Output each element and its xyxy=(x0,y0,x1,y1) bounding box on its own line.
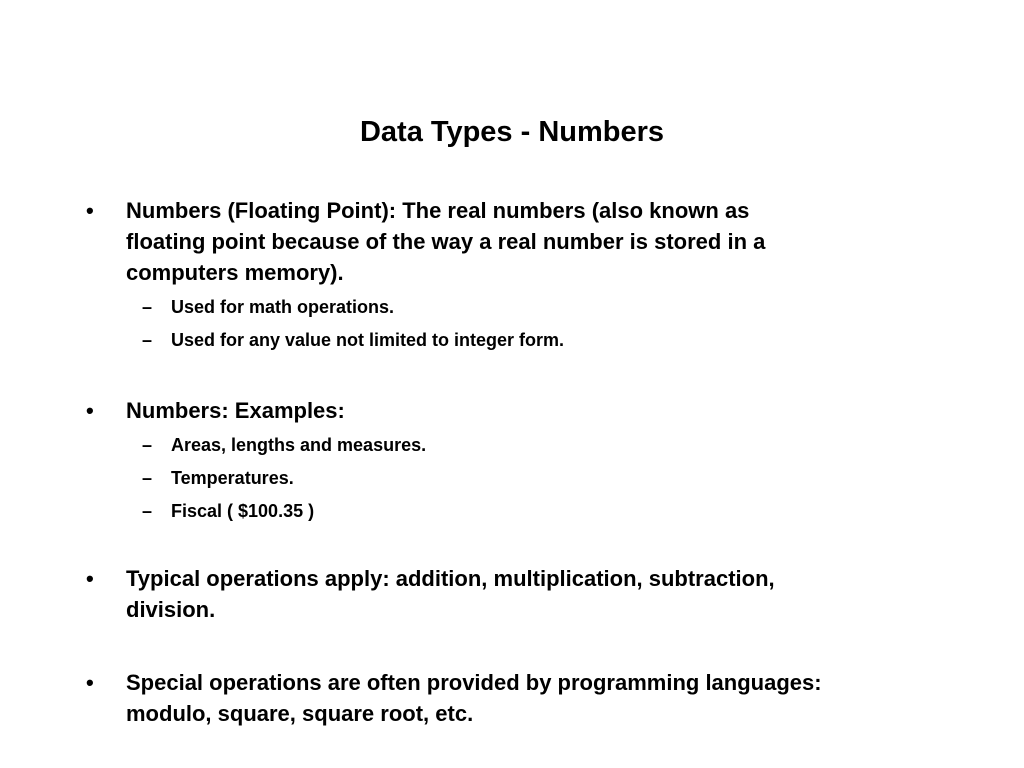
sub-item xyxy=(126,291,946,324)
bullet-line: Special operations are often provided by programming languages: xyxy=(126,670,822,695)
sub-list xyxy=(126,429,946,528)
sub-item-text: Used for math operations. xyxy=(171,297,395,317)
sub-list xyxy=(126,291,946,357)
bullet-marker: • xyxy=(86,198,94,223)
sub-item-text: Fiscal ( $100.35 ) xyxy=(171,501,315,521)
bullet-text xyxy=(126,563,946,625)
bullet-line: Numbers (Floating Point): The real numbers (also known as xyxy=(126,198,750,223)
bullet-line: modulo, square, square root, etc. xyxy=(126,701,474,726)
bullet-special-operations xyxy=(86,667,946,729)
bullet-marker: • xyxy=(86,566,94,591)
bullet-line: Typical operations apply: addition, multiplication, subtraction, xyxy=(126,566,775,591)
bullet-floating-point xyxy=(86,195,946,357)
bullet-text xyxy=(126,395,946,426)
sub-item xyxy=(126,324,946,357)
bullet-typical-operations xyxy=(86,563,946,625)
sub-item-text: Used for any value not limited to integer form. xyxy=(171,330,565,350)
sub-item-text: Temperatures. xyxy=(171,468,294,488)
bullet-text xyxy=(126,195,946,288)
dash-marker: – xyxy=(142,297,153,317)
bullet-examples xyxy=(86,395,946,528)
bullet-line: computers memory). xyxy=(126,260,344,285)
sub-item xyxy=(126,462,946,495)
sub-item xyxy=(126,429,946,462)
bullet-marker: • xyxy=(86,670,94,695)
bullet-text xyxy=(126,667,946,729)
bullet-line: division. xyxy=(126,597,216,622)
bullet-line: floating point because of the way a real number is stored in a xyxy=(126,229,766,254)
dash-marker: – xyxy=(142,330,153,350)
sub-item xyxy=(126,495,946,528)
bullet-marker: • xyxy=(86,398,94,423)
bullet-line: Numbers: Examples: xyxy=(126,398,345,423)
sub-item-text: Areas, lengths and measures. xyxy=(171,435,427,455)
dash-marker: – xyxy=(142,501,153,521)
dash-marker: – xyxy=(142,435,153,455)
dash-marker: – xyxy=(142,468,153,488)
slide-title: Data Types - Numbers xyxy=(359,116,665,148)
